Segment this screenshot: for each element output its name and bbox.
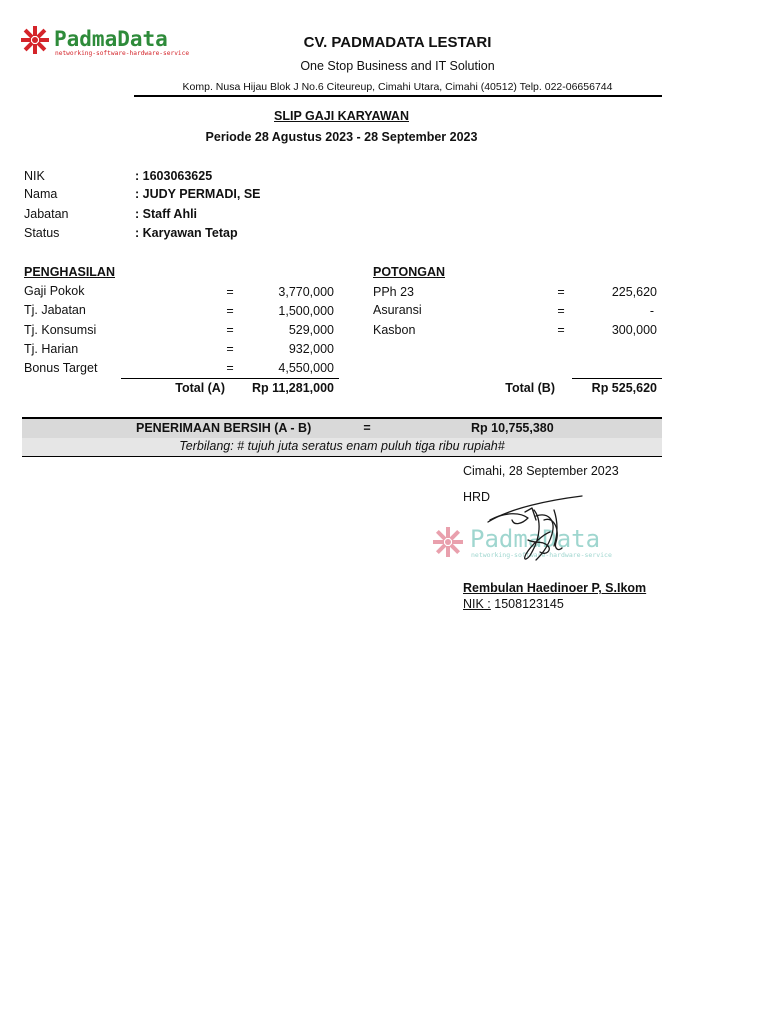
position-value: : Staff Ahli	[135, 207, 198, 221]
deduction-equals: =	[557, 285, 565, 299]
earning-amount: 1,500,000	[278, 304, 334, 318]
padma-flower-icon	[21, 26, 49, 54]
stamp-flower-icon	[433, 527, 463, 557]
name-value: : JUDY PERMADI, SE	[135, 187, 261, 201]
nik-label: NIK	[24, 169, 45, 183]
deductions-total-value: Rp 525,620	[591, 381, 657, 395]
net-pay-label: PENERIMAAN BERSIH (A - B)	[136, 421, 312, 435]
earning-label: Tj. Konsumsi	[24, 323, 97, 337]
earning-amount: 529,000	[288, 323, 334, 337]
deduction-label: Asuransi	[373, 303, 422, 317]
earning-label: Gaji Pokok	[24, 284, 85, 298]
status-value: : Karyawan Tetap	[135, 226, 238, 240]
deduction-equals: =	[557, 323, 565, 337]
earning-equals: =	[226, 342, 234, 356]
signature-place-date: Cimahi, 28 September 2023	[463, 464, 619, 478]
earning-amount: 932,000	[288, 342, 334, 356]
deduction-label: PPh 23	[373, 285, 415, 299]
deductions-total-label: Total (B)	[505, 381, 555, 395]
company-tagline: One Stop Business and IT Solution	[300, 59, 495, 73]
name-label: Nama	[24, 187, 58, 201]
earnings-heading: PENGHASILAN	[24, 265, 115, 279]
signatory-nik-value: 1508123145	[490, 597, 564, 611]
earning-label: Tj. Jabatan	[24, 303, 86, 317]
slip-title: SLIP GAJI KARYAWAN	[274, 109, 409, 123]
company-name: CV. PADMADATA LESTARI	[303, 34, 492, 51]
earning-equals: =	[226, 361, 234, 375]
signatory-nik	[463, 597, 564, 611]
deduction-amount: -	[649, 304, 654, 318]
earnings-total-rule	[121, 378, 339, 379]
net-pay-value: Rp 10,755,380	[471, 421, 554, 435]
earning-equals: =	[226, 323, 234, 337]
nik-value: : 1603063625	[135, 169, 213, 183]
logo-subtext: networking-software-hardware-service	[55, 50, 190, 57]
signatory-nik-label: NIK :	[463, 597, 491, 611]
deductions-heading: POTONGAN	[373, 265, 445, 279]
signature-role: HRD	[463, 490, 491, 504]
earning-amount: 4,550,000	[278, 361, 334, 375]
signatory-name: Rembulan Haedinoer P, S.Ikom	[463, 581, 647, 595]
stamp-subtext: networking-software-hardware-service	[471, 551, 612, 559]
company-address: Komp. Nusa Hijau Blok J No.6 Citeureup, Cimahi Utara, Cimahi (40512) Telp. 022-06656744	[182, 81, 613, 93]
amount-in-words: Terbilang: # tujuh juta seratus enam puluh tiga ribu rupiah#	[179, 439, 505, 453]
amount-in-words-band	[22, 438, 662, 457]
net-pay-equals: =	[363, 421, 371, 435]
deduction-amount: 225,620	[611, 285, 657, 299]
net-pay-band	[22, 417, 662, 440]
status-label: Status	[24, 226, 60, 240]
earning-label: Tj. Harian	[24, 342, 79, 356]
earnings-total-value: Rp 11,281,000	[251, 381, 334, 395]
slip-period: Periode 28 Agustus 2023 - 28 September 2023	[205, 130, 478, 144]
earnings-total-label: Total (A)	[175, 381, 225, 395]
position-label: Jabatan	[24, 207, 69, 221]
logo-text: PadmaData	[54, 27, 168, 51]
earning-label: Bonus Target	[24, 361, 98, 375]
header-divider	[134, 95, 662, 97]
stamp-text: PadmaData	[470, 525, 601, 553]
company-logo	[20, 24, 210, 58]
earning-amount: 3,770,000	[278, 285, 334, 299]
deduction-equals: =	[557, 304, 565, 318]
handwritten-signature	[470, 490, 590, 580]
earning-equals: =	[226, 285, 234, 299]
deduction-amount: 300,000	[611, 323, 657, 337]
deductions-total-rule	[572, 378, 662, 379]
deduction-label: Kasbon	[373, 323, 416, 337]
earning-equals: =	[226, 304, 234, 318]
